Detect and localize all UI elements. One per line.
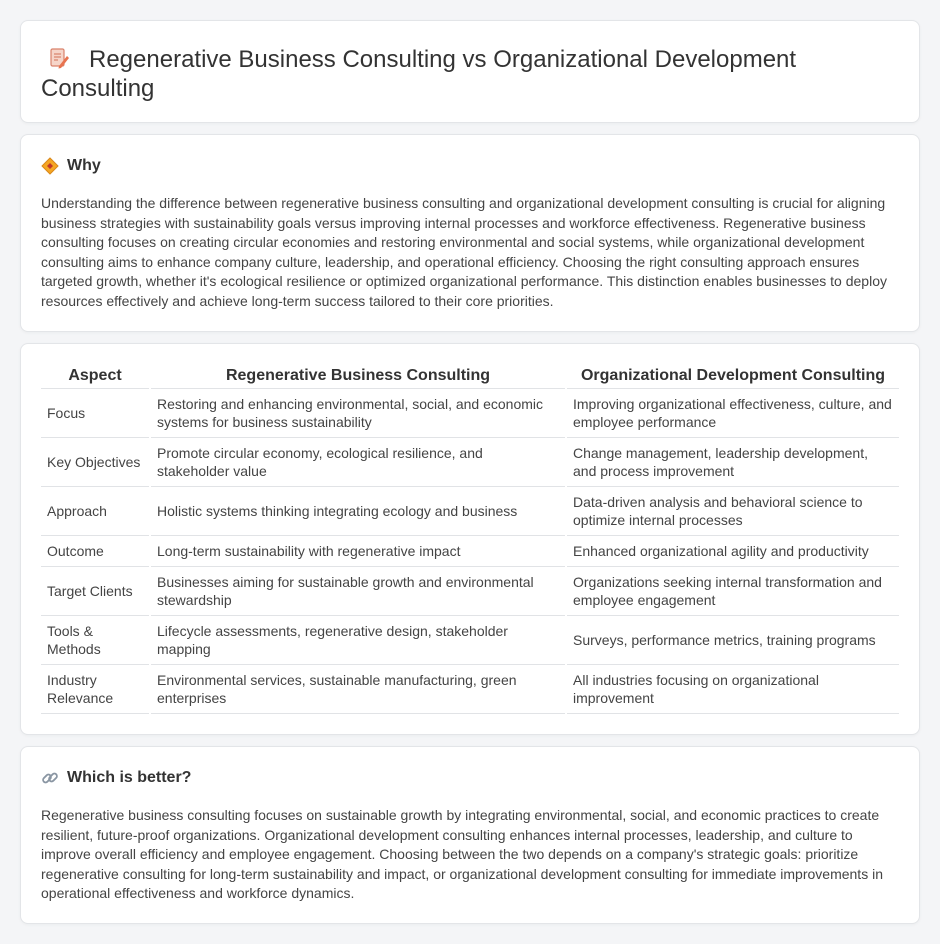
table-cell: Businesses aiming for sustainable growth and environmental stewardship bbox=[151, 567, 565, 616]
better-heading bbox=[41, 769, 899, 787]
comparison-table bbox=[39, 364, 901, 714]
table-cell: Key Objectives bbox=[41, 438, 149, 487]
table-cell: Surveys, performance metrics, training programs bbox=[567, 616, 899, 665]
table-row bbox=[41, 438, 899, 487]
table-row bbox=[41, 665, 899, 714]
header-aspect: Aspect bbox=[41, 364, 149, 389]
table-row bbox=[41, 487, 899, 536]
table-cell: Outcome bbox=[41, 536, 149, 567]
better-text: Regenerative business consulting focuses on sustainable growth by integrating environmental, social, and economic practices to create resilient, future-proof organizations. Organizational development consulting enhances internal processes, leadership, and culture to improve overall efficiency and employee engagement. Choosing between the two depends on a company's strategic goals: prioritize regenerative consulting for long-term sustainability and impact, or organizational development consulting for immediate improvements in operational effectiveness and workforce dynamics. bbox=[41, 807, 883, 901]
link-icon bbox=[41, 769, 59, 787]
table-cell: Industry Relevance bbox=[41, 665, 149, 714]
diamond-sign-icon bbox=[41, 157, 59, 175]
page-title bbox=[41, 45, 899, 103]
table-row bbox=[41, 616, 899, 665]
table-header-row bbox=[41, 364, 899, 389]
page-title-text: Regenerative Business Consulting vs Organizational Development Consulting bbox=[41, 46, 797, 102]
header-organizational: Organizational Development Consulting bbox=[567, 364, 899, 389]
table-cell: Restoring and enhancing environmental, social, and economic systems for business sustainability bbox=[151, 389, 565, 438]
table-cell: Focus bbox=[41, 389, 149, 438]
table-cell: Environmental services, sustainable manufacturing, green enterprises bbox=[151, 665, 565, 714]
table-cell: Promote circular economy, ecological resilience, and stakeholder value bbox=[151, 438, 565, 487]
table-cell: Change management, leadership development, and process improvement bbox=[567, 438, 899, 487]
why-text: Understanding the difference between regenerative business consulting and organizational development consulting is crucial for aligning business strategies with sustainability goals versus improving internal processes and workforce effectiveness. Regenerative business consulting focuses on creating circular economies and restoring environmental and social systems, while organizational development consulting aims to enhance company culture, leadership, and operational efficiency. Choosing the right consulting approach ensures targeted growth, whether it's ecological resilience or optimized organizational performance. This distinction enables businesses to deploy resources effectively and achieve long-term success tailored to their core priorities. bbox=[41, 195, 887, 309]
why-heading-text: Why bbox=[67, 157, 101, 174]
table-cell: Enhanced organizational agility and productivity bbox=[567, 536, 899, 567]
table-cell: Organizations seeking internal transformation and employee engagement bbox=[567, 567, 899, 616]
comparison-card bbox=[20, 343, 920, 735]
table-cell: Approach bbox=[41, 487, 149, 536]
table-cell: Holistic systems thinking integrating ecology and business bbox=[151, 487, 565, 536]
better-heading-text: Which is better? bbox=[67, 769, 192, 786]
table-row bbox=[41, 536, 899, 567]
table-cell: Tools & Methods bbox=[41, 616, 149, 665]
table-row bbox=[41, 567, 899, 616]
table-cell: Target Clients bbox=[41, 567, 149, 616]
table-cell: Data-driven analysis and behavioral science to optimize internal processes bbox=[567, 487, 899, 536]
table-cell: Long-term sustainability with regenerative impact bbox=[151, 536, 565, 567]
table-cell: Improving organizational effectiveness, culture, and employee performance bbox=[567, 389, 899, 438]
header-regenerative: Regenerative Business Consulting bbox=[151, 364, 565, 389]
which-better-card bbox=[20, 746, 920, 924]
table-row bbox=[41, 389, 899, 438]
why-card bbox=[20, 134, 920, 332]
title-card bbox=[20, 20, 920, 123]
document-pencil-icon bbox=[47, 46, 71, 70]
why-heading bbox=[41, 157, 899, 175]
table-cell: All industries focusing on organizational improvement bbox=[567, 665, 899, 714]
table-cell: Lifecycle assessments, regenerative design, stakeholder mapping bbox=[151, 616, 565, 665]
